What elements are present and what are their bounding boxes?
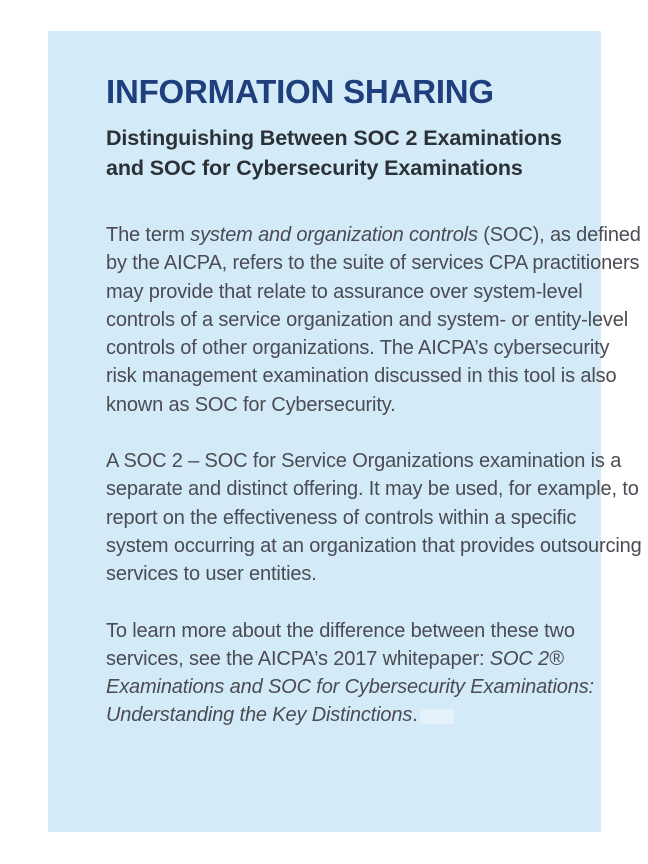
text-run: The term — [106, 224, 191, 246]
paragraph-soc2-description — [106, 447, 642, 588]
callout-subtitle — [106, 123, 646, 183]
callout-subtitle-line2: and SOC for Cybersecurity Examinations — [106, 156, 523, 180]
page-title: INFORMATION SHARING — [106, 73, 494, 110]
text-run: (SOC), as defined by the AICPA, refers to the suite of services CPA practitioners may provide that relate to assurance over system-level controls of a service organization and system- or entity-level controls of other organizations. The AICPA’s cybersecurity risk management examination discussed in this tool is also known as SOC for Cybersecurity. — [106, 224, 641, 416]
paragraph-learn-more — [106, 617, 642, 730]
paragraph-soc-definition — [106, 221, 642, 419]
italic-run: SOC 2® Examinations and SOC for Cybersecurity Examinations: Understanding the Key Distinctions — [106, 647, 594, 727]
information-sharing-callout — [48, 31, 642, 832]
scan-artifact — [420, 709, 454, 724]
callout-body — [106, 221, 642, 730]
text-run: A SOC 2 – SOC for Service Organizations examination is a separate and distinct offering. It may be used, for example, to report on the effectiveness of controls within a specific system occurring at an organization that provides outsourcing services to user entities. — [106, 450, 642, 586]
italic-run: system and organization controls — [190, 224, 478, 246]
text-run: To learn more about the difference between these two services, see the AICPA’s 2017 whitepaper: — [106, 619, 575, 670]
callout-subtitle-line1: Distinguishing Between SOC 2 Examinations — [106, 126, 562, 150]
text-run: . — [412, 704, 418, 727]
